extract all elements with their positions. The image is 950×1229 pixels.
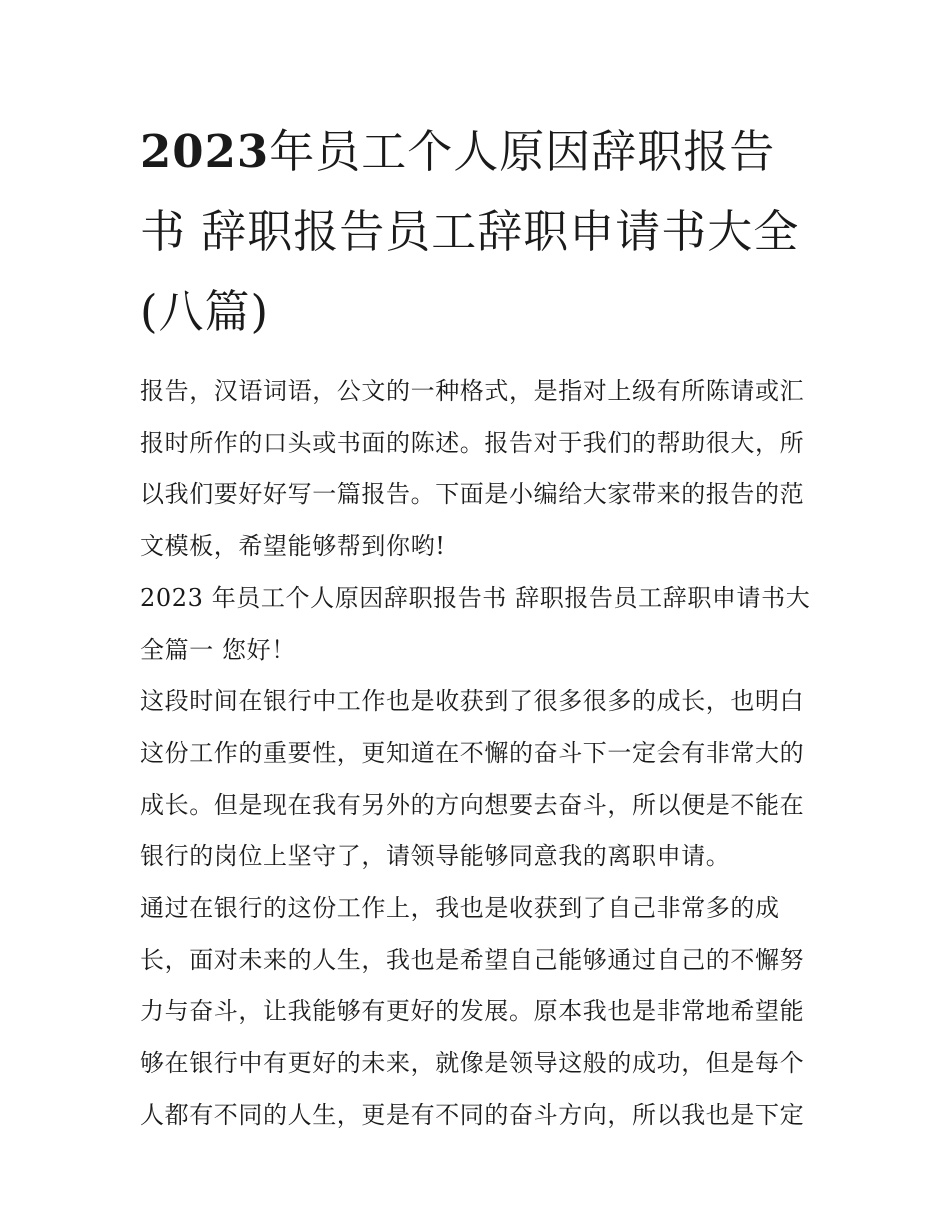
document-title: [140, 112, 812, 352]
paragraph-subheading: 2023 年员工个人原因辞职报告书 辞职报告员工辞职申请书大全篇一 您好！: [140, 583, 811, 664]
document-body: [140, 366, 812, 1142]
paragraph-body-1: 这段时间在银行中工作也是收获到了很多很多的成长，也明白这份工作的重要性，更知道在不懈的奋斗下一定会有非常大的成长。但是现在我有另外的方向想要去奋斗，所以便是不能在银行的岗位上坚守了，请领导能够同意我的离职申请。: [140, 687, 805, 871]
title-year: 2023: [140, 125, 270, 178]
document-page: [140, 112, 812, 1142]
paragraph-body-2: 通过在银行的这份工作上，我也是收获到了自己非常多的成长，面对未来的人生，我也是希望自己能够通过自己的不懈努力与奋斗，让我能够有更好的发展。原本我也是非常地希望能够在银行中有更好的未来，就像是领导这般的成功，但是每个人都有不同的人生，更是有不同的奋斗方向，所以我也是下定: [140, 894, 805, 1129]
paragraph-intro: 报告，汉语词语，公文的一种格式，是指对上级有所陈请或汇报时所作的口头或书面的陈述。报告对于我们的帮助很大，所以我们要好好写一篇报告。下面是小编给大家带来的报告的范文模板，希望能够帮到你哟!: [140, 377, 805, 561]
title-text: 年员工个人原因辞职报告书 辞职报告员工辞职申请书大全(八篇): [140, 125, 800, 338]
